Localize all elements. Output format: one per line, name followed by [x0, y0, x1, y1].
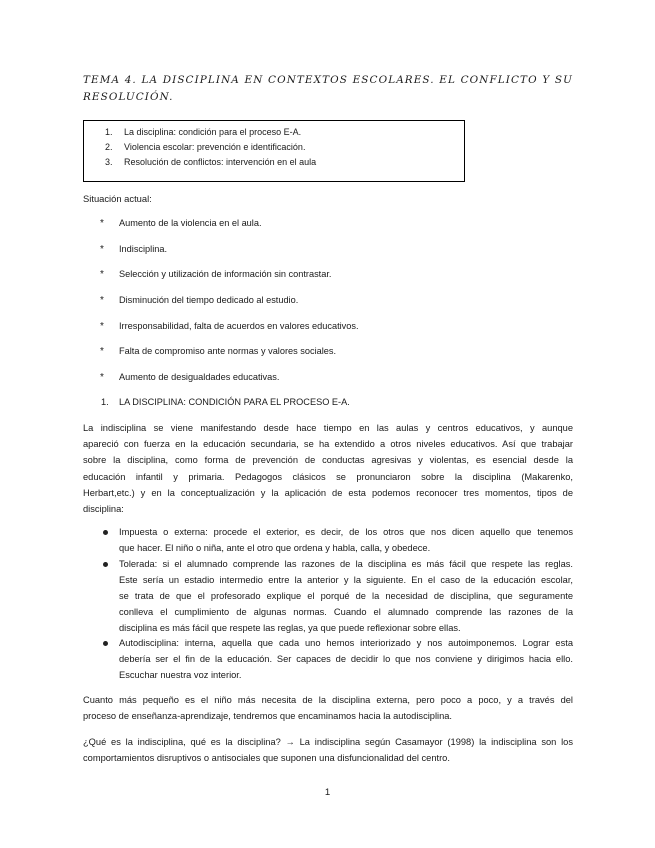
toc-text: Violencia escolar: prevención e identificación.: [124, 142, 306, 152]
item-line: Tolerada: si el alumnado comprende las razones de la disciplina es más fácil que respete las reglas.: [119, 559, 573, 569]
paragraph-line: sobre la disciplina, como forma de prevención de conductas agresivas y violentas, es esencial desde la: [83, 455, 573, 466]
item-line: que hacer. El niño o niña, ante el otro que ordena y habla, calla, y obedece.: [119, 542, 431, 553]
asterisk-bullet: *: [100, 295, 104, 306]
item-line: Impuesta o externa: procede el exterior, es decir, de los otros que nos dicen aquello que tenemos: [119, 527, 573, 537]
situation-item: Irresponsabilidad, falta de acuerdos en valores educativos.: [119, 321, 359, 331]
toc-number: 1.: [105, 127, 113, 137]
item-line: debería ser el fin de la educación. Ser capaces de decidir lo que nos conviene y dirigimos hacia ello.: [119, 653, 573, 664]
paragraph-line: disciplina:: [83, 504, 124, 515]
item-line: Autodisciplina: interna, aquella que cada uno hemos interiorizado y nos autoimponemos. Lograr esta: [119, 638, 573, 648]
bullet-dot: [103, 530, 108, 535]
asterisk-bullet: *: [100, 372, 104, 383]
asterisk-bullet: *: [100, 269, 104, 280]
asterisk-bullet: *: [100, 346, 104, 357]
paragraph-line: comportamientos disruptivos o antisociales que suponen una disfuncionalidad del centro.: [83, 753, 450, 764]
item-line: se trata de que el profesorado explique el porqué de la necesidad de disciplina, que seguramente: [119, 590, 573, 601]
item-line: Escuchar nuestra voz interior.: [119, 669, 242, 680]
item-line: disciplina es más fácil que respete las reglas, ya que puede reflexionar sobre ellas.: [119, 622, 461, 633]
paragraph-line: apareció con fuerza en la educación secundaria, se ha extendido a otros niveles educativos. Así que trabajar: [83, 439, 573, 450]
toc-text: La disciplina: condición para el proceso E-A.: [124, 127, 302, 137]
paragraph-line: ¿Qué es la indisciplina, qué es la disciplina? → La indisciplina según Casamayor (1998) la indisciplina son los: [83, 737, 573, 747]
page-number: 1: [324, 787, 331, 798]
paragraph-line: proceso de enseñanza-aprendizaje, tendremos que encaminamos hacia la autodisciplina.: [83, 711, 453, 722]
title-line-2: RESOLUCIÓN.: [83, 91, 174, 103]
discipline-type-item: [119, 636, 573, 684]
paragraph-2: [83, 692, 573, 724]
situation-item: Selección y utilización de información sin contrastar.: [119, 269, 332, 279]
item-line: conlleva el cumplimiento de algunas normas. Cuando el alumnado comprende las razones de la: [119, 606, 573, 617]
paragraph-line: La indisciplina se viene manifestando desde hace tiempo en las aulas y centros educativos, y aunque: [83, 423, 573, 433]
situation-item: Indisciplina.: [119, 244, 168, 254]
asterisk-bullet: *: [100, 218, 104, 229]
section-number: 1.: [101, 397, 109, 407]
asterisk-bullet: *: [100, 321, 104, 332]
table-of-contents-box: [83, 120, 465, 182]
section-heading: LA DISCIPLINA: CONDICIÓN PARA EL PROCESO E-A.: [119, 397, 350, 407]
situation-item: Falta de compromiso ante normas y valores sociales.: [119, 346, 337, 356]
document-title: [83, 72, 573, 106]
asterisk-bullet: *: [100, 244, 104, 255]
situation-item: Disminución del tiempo dedicado al estudio.: [119, 295, 299, 305]
situation-label: Situación actual:: [83, 193, 152, 204]
intro-paragraph: [83, 420, 573, 517]
toc-text: Resolución de conflictos: intervención en el aula: [124, 157, 317, 167]
situation-item: Aumento de desigualdades educativas.: [119, 372, 280, 382]
paragraph-3: [83, 734, 573, 766]
toc-number: 3.: [105, 157, 113, 167]
paragraph-line: educación infantil y primaria. Pedagogos clásicos se pronunciaron sobre la disciplina (Makarenko,: [83, 471, 573, 482]
bullet-dot: [103, 562, 108, 567]
item-line: Este sería un estadio intermedio entre la anterior y la siguiente. En el caso de la educación escolar,: [119, 574, 573, 585]
paragraph-line: Herbart,etc.) y en la conceptualización y la aplicación de esta podemos reconocer tres momentos, tipos de: [83, 487, 573, 498]
toc-number: 2.: [105, 142, 113, 152]
discipline-type-item: [119, 525, 573, 557]
discipline-type-item: [119, 557, 573, 637]
situation-item: Aumento de la violencia en el aula.: [119, 218, 262, 228]
title-line-1: TEMA 4. LA DISCIPLINA EN CONTEXTOS ESCOLARES. EL CONFLICTO Y SU: [83, 74, 573, 86]
bullet-dot: [103, 641, 108, 646]
paragraph-line: Cuanto más pequeño es el niño más necesita de la disciplina externa, pero poco a poco, y a través del: [83, 695, 573, 705]
